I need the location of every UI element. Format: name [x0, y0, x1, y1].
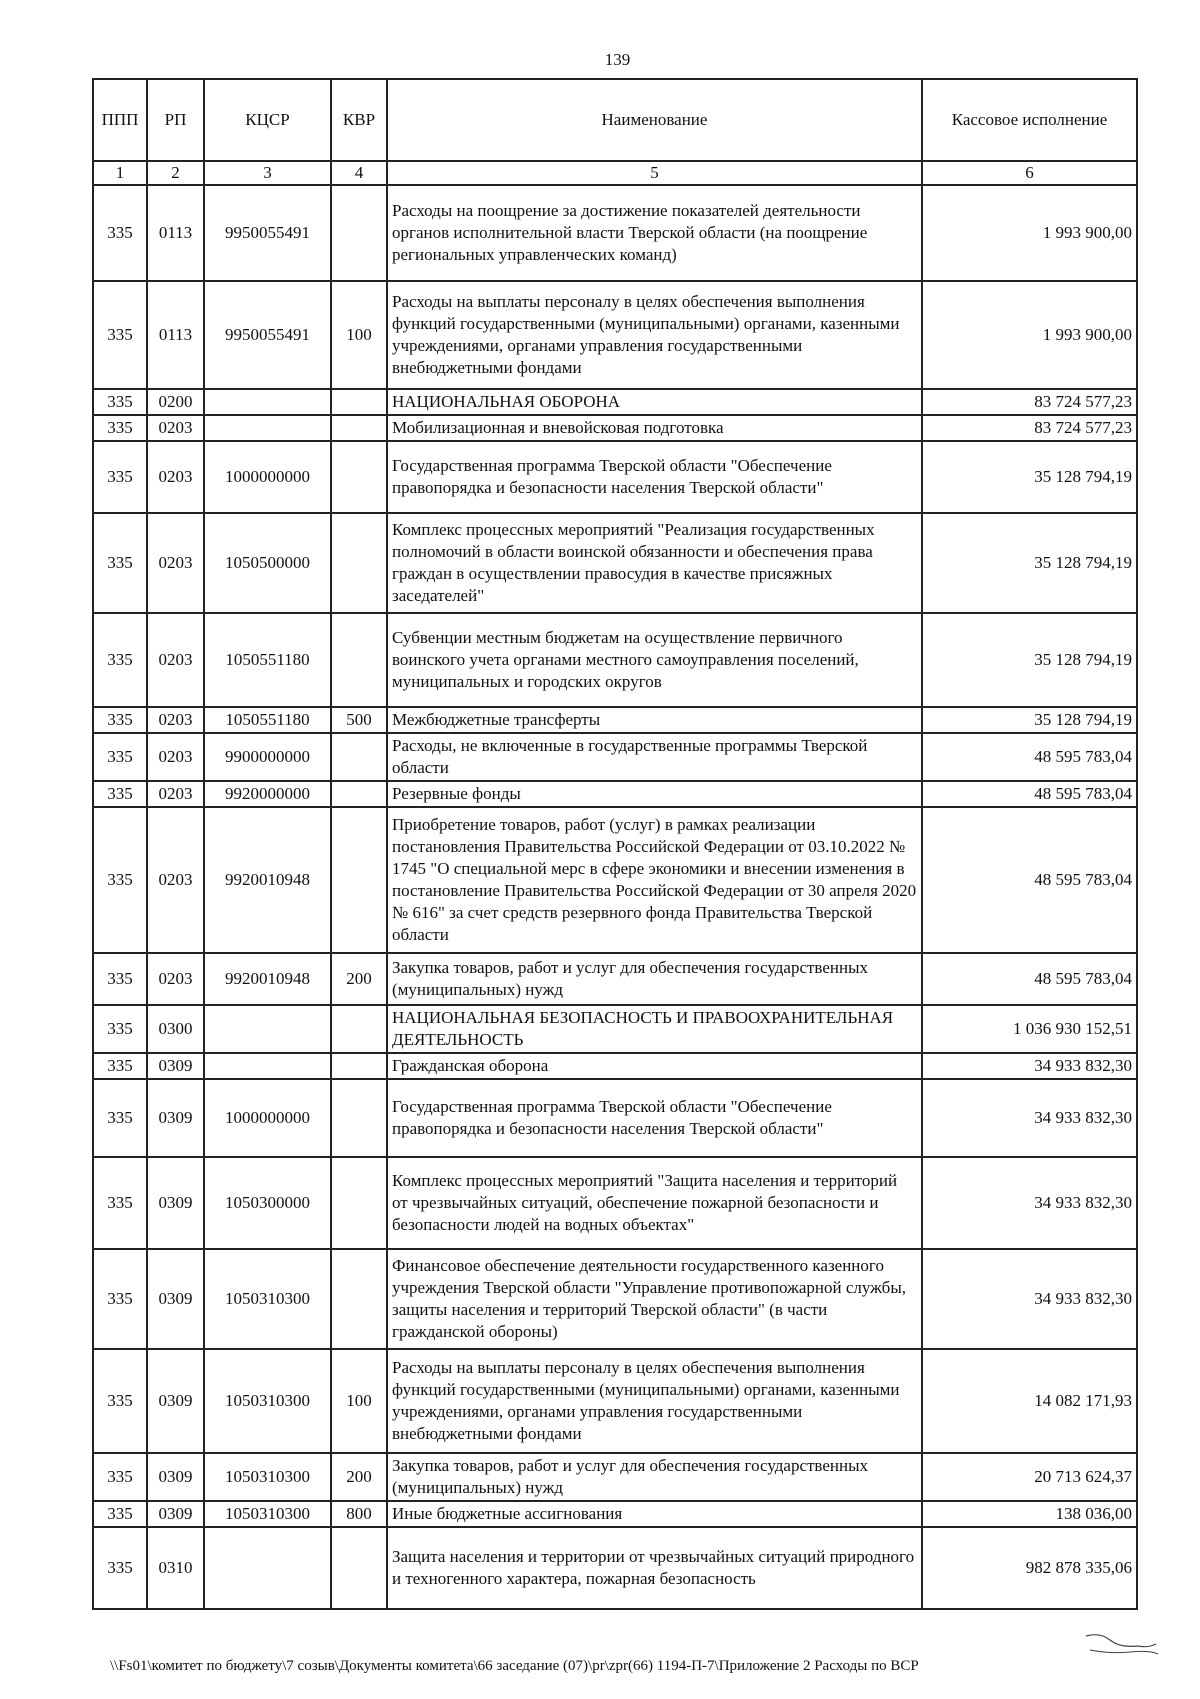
cell-kvr: 100	[331, 281, 387, 389]
column-number: 4	[331, 161, 387, 185]
cell-kcsr: 1000000000	[204, 1079, 331, 1157]
table-row	[93, 707, 1137, 733]
column-number: 6	[922, 161, 1137, 185]
cell-name: Гражданская оборона	[387, 1053, 922, 1079]
cell-ppp: 335	[93, 1527, 147, 1609]
cell-name: НАЦИОНАЛЬНАЯ БЕЗОПАСНОСТЬ И ПРАВООХРАНИТЕЛЬНАЯ ДЕЯТЕЛЬНОСТЬ	[387, 1005, 922, 1053]
cell-ppp: 335	[93, 707, 147, 733]
cell-rp: 0203	[147, 613, 204, 707]
cell-amount: 1 993 900,00	[922, 281, 1137, 389]
cell-amount: 14 082 171,93	[922, 1349, 1137, 1453]
cell-kvr	[331, 807, 387, 953]
cell-amount: 48 595 783,04	[922, 953, 1137, 1005]
cell-amount: 35 128 794,19	[922, 513, 1137, 613]
cell-kcsr: 9920000000	[204, 781, 331, 807]
cell-kvr: 200	[331, 1453, 387, 1501]
cell-name: Государственная программа Тверской области "Обеспечение правопорядка и безопасности населения Тверской области"	[387, 441, 922, 513]
cell-kcsr: 1050551180	[204, 707, 331, 733]
cell-name: Государственная программа Тверской области "Обеспечение правопорядка и безопасности населения Тверской области"	[387, 1079, 922, 1157]
header-kvr: КВР	[331, 79, 387, 161]
cell-name: Закупка товаров, работ и услуг для обеспечения государственных (муниципальных) нужд	[387, 953, 922, 1005]
cell-kvr	[331, 513, 387, 613]
cell-amount: 34 933 832,30	[922, 1249, 1137, 1349]
table-row	[93, 733, 1137, 781]
cell-ppp: 335	[93, 953, 147, 1005]
cell-name: Расходы на поощрение за достижение показателей деятельности органов исполнительной власти Тверской области (на поощрение региональных управленческих команд)	[387, 185, 922, 281]
cell-rp: 0200	[147, 389, 204, 415]
cell-name: Иные бюджетные ассигнования	[387, 1501, 922, 1527]
cell-ppp: 335	[93, 733, 147, 781]
table-row	[93, 1053, 1137, 1079]
table-header-row	[93, 79, 1137, 161]
budget-expenses-table	[92, 78, 1138, 1610]
cell-kvr: 200	[331, 953, 387, 1005]
cell-ppp: 335	[93, 281, 147, 389]
cell-rp: 0203	[147, 415, 204, 441]
footer-file-path: \\Fs01\комитет по бюджету\7 созыв\Документы комитета\66 заседание (07)\pr\zpr(66) 1194-П-7\Приложение 2 Расходы по ВСР	[110, 1658, 919, 1674]
table-row	[93, 1005, 1137, 1053]
cell-name: Субвенции местным бюджетам на осуществление первичного воинского учета органами местного самоуправления поселений, муниципальных и городских округов	[387, 613, 922, 707]
cell-rp: 0309	[147, 1349, 204, 1453]
cell-ppp: 335	[93, 513, 147, 613]
cell-kcsr: 1050310300	[204, 1249, 331, 1349]
cell-kcsr: 9950055491	[204, 281, 331, 389]
cell-kcsr: 1050551180	[204, 613, 331, 707]
column-number: 2	[147, 161, 204, 185]
cell-kcsr: 1050500000	[204, 513, 331, 613]
cell-ppp: 335	[93, 1349, 147, 1453]
table-row	[93, 1157, 1137, 1249]
cell-kcsr: 9920010948	[204, 807, 331, 953]
cell-kvr	[331, 613, 387, 707]
cell-ppp: 335	[93, 389, 147, 415]
cell-rp: 0309	[147, 1157, 204, 1249]
cell-ppp: 335	[93, 185, 147, 281]
cell-ppp: 335	[93, 807, 147, 953]
cell-rp: 0309	[147, 1453, 204, 1501]
cell-kvr	[331, 185, 387, 281]
table-row	[93, 953, 1137, 1005]
cell-name: Защита населения и территории от чрезвычайных ситуаций природного и техногенного характера, пожарная безопасность	[387, 1527, 922, 1609]
header-ppp: ППП	[93, 79, 147, 161]
cell-kvr	[331, 781, 387, 807]
cell-name: Комплекс процессных мероприятий "Реализация государственных полномочий в области воинской обязанности и обеспечения права граждан в осуществлении правосудия в качестве присяжных заседателей"	[387, 513, 922, 613]
cell-amount: 138 036,00	[922, 1501, 1137, 1527]
header-name: Наименование	[387, 79, 922, 161]
table-row	[93, 389, 1137, 415]
table-row	[93, 185, 1137, 281]
cell-ppp: 335	[93, 1053, 147, 1079]
table-row	[93, 1527, 1137, 1609]
column-number: 1	[93, 161, 147, 185]
cell-kcsr	[204, 389, 331, 415]
cell-amount: 1 993 900,00	[922, 185, 1137, 281]
cell-kvr: 800	[331, 1501, 387, 1527]
cell-rp: 0309	[147, 1079, 204, 1157]
cell-rp: 0309	[147, 1053, 204, 1079]
header-kcsr: КЦСР	[204, 79, 331, 161]
cell-rp: 0203	[147, 807, 204, 953]
cell-ppp: 335	[93, 1249, 147, 1349]
cell-kcsr: 1050310300	[204, 1501, 331, 1527]
cell-kvr	[331, 1527, 387, 1609]
cell-name: Расходы на выплаты персоналу в целях обеспечения выполнения функций государственными (муниципальными) органами, казенными учреждениями, органами управления государственными внебюджетными фондами	[387, 1349, 922, 1453]
cell-name: Финансовое обеспечение деятельности государственного казенного учреждения Тверской области "Управление противопожарной службы, защиты населения и территорий Тверской области" (в части гражданской обороны)	[387, 1249, 922, 1349]
cell-kvr: 500	[331, 707, 387, 733]
cell-ppp: 335	[93, 441, 147, 513]
cell-name: Резервные фонды	[387, 781, 922, 807]
cell-amount: 48 595 783,04	[922, 733, 1137, 781]
cell-ppp: 335	[93, 1005, 147, 1053]
cell-ppp: 335	[93, 415, 147, 441]
cell-amount: 1 036 930 152,51	[922, 1005, 1137, 1053]
column-number: 5	[387, 161, 922, 185]
cell-kvr	[331, 441, 387, 513]
cell-kcsr: 1050310300	[204, 1349, 331, 1453]
table-row	[93, 1501, 1137, 1527]
cell-rp: 0113	[147, 185, 204, 281]
cell-rp: 0203	[147, 513, 204, 613]
cell-kcsr: 9950055491	[204, 185, 331, 281]
cell-kvr	[331, 389, 387, 415]
cell-name: Расходы на выплаты персоналу в целях обеспечения выполнения функций государственными (муниципальными) органами, казенными учреждениями, органами управления государственными внебюджетными фондами	[387, 281, 922, 389]
column-number: 3	[204, 161, 331, 185]
cell-amount: 35 128 794,19	[922, 441, 1137, 513]
cell-kcsr: 1000000000	[204, 441, 331, 513]
cell-amount: 83 724 577,23	[922, 415, 1137, 441]
table-row	[93, 513, 1137, 613]
table-row	[93, 807, 1137, 953]
table-row	[93, 415, 1137, 441]
cell-name: Межбюджетные трансферты	[387, 707, 922, 733]
cell-ppp: 335	[93, 1079, 147, 1157]
cell-kvr: 100	[331, 1349, 387, 1453]
cell-name: Расходы, не включенные в государственные программы Тверской области	[387, 733, 922, 781]
cell-rp: 0203	[147, 733, 204, 781]
cell-amount: 34 933 832,30	[922, 1079, 1137, 1157]
table-row	[93, 1079, 1137, 1157]
cell-rp: 0203	[147, 953, 204, 1005]
cell-amount: 34 933 832,30	[922, 1053, 1137, 1079]
cell-kcsr: 9920010948	[204, 953, 331, 1005]
cell-kvr	[331, 1079, 387, 1157]
cell-ppp: 335	[93, 1501, 147, 1527]
table-row	[93, 1453, 1137, 1501]
cell-kcsr: 9900000000	[204, 733, 331, 781]
cell-kvr	[331, 1157, 387, 1249]
cell-kcsr: 1050300000	[204, 1157, 331, 1249]
header-rp: РП	[147, 79, 204, 161]
column-number-row	[93, 161, 1137, 185]
cell-amount: 35 128 794,19	[922, 613, 1137, 707]
table-row	[93, 1249, 1137, 1349]
cell-rp: 0203	[147, 781, 204, 807]
cell-amount: 982 878 335,06	[922, 1527, 1137, 1609]
table-row	[93, 613, 1137, 707]
cell-amount: 34 933 832,30	[922, 1157, 1137, 1249]
cell-amount: 83 724 577,23	[922, 389, 1137, 415]
cell-rp: 0309	[147, 1501, 204, 1527]
cell-kcsr	[204, 415, 331, 441]
table-row	[93, 781, 1137, 807]
cell-ppp: 335	[93, 613, 147, 707]
page-number: 139	[604, 50, 631, 69]
cell-kvr	[331, 1005, 387, 1053]
cell-kcsr	[204, 1527, 331, 1609]
cell-name: Закупка товаров, работ и услуг для обеспечения государственных (муниципальных) нужд	[387, 1453, 922, 1501]
table-row	[93, 1349, 1137, 1453]
cell-amount: 35 128 794,19	[922, 707, 1137, 733]
cell-rp: 0309	[147, 1249, 204, 1349]
cell-rp: 0203	[147, 707, 204, 733]
table-body	[93, 185, 1137, 1609]
cell-ppp: 335	[93, 781, 147, 807]
cell-kvr	[331, 733, 387, 781]
cell-amount: 48 595 783,04	[922, 781, 1137, 807]
cell-rp: 0300	[147, 1005, 204, 1053]
cell-amount: 20 713 624,37	[922, 1453, 1137, 1501]
cell-kcsr	[204, 1053, 331, 1079]
table-row	[93, 281, 1137, 389]
cell-rp: 0203	[147, 441, 204, 513]
cell-ppp: 335	[93, 1453, 147, 1501]
cell-kcsr: 1050310300	[204, 1453, 331, 1501]
cell-ppp: 335	[93, 1157, 147, 1249]
cell-name: Комплекс процессных мероприятий "Защита населения и территорий от чрезвычайных ситуаций, обеспечение пожарной безопасности и безопасности людей на водных объектах"	[387, 1157, 922, 1249]
cell-kvr	[331, 1249, 387, 1349]
cell-kvr	[331, 1053, 387, 1079]
pen-mark-icon	[1080, 1628, 1160, 1662]
cell-rp: 0310	[147, 1527, 204, 1609]
cell-name: НАЦИОНАЛЬНАЯ ОБОРОНА	[387, 389, 922, 415]
cell-kcsr	[204, 1005, 331, 1053]
cell-rp: 0113	[147, 281, 204, 389]
cell-amount: 48 595 783,04	[922, 807, 1137, 953]
header-amount: Кассовое исполнение	[922, 79, 1137, 161]
table-row	[93, 441, 1137, 513]
cell-kvr	[331, 415, 387, 441]
cell-name: Мобилизационная и вневойсковая подготовка	[387, 415, 922, 441]
cell-name: Приобретение товаров, работ (услуг) в рамках реализации постановления Правительства Российской Федерации от 03.10.2022 № 1745 "О специальной мерс в сфере экономики и внесении изменения в постановление Правительства Российской Федерации от 30 апреля 2020 № 616" за счет средств резервного фонда Правительства Тверской области	[387, 807, 922, 953]
